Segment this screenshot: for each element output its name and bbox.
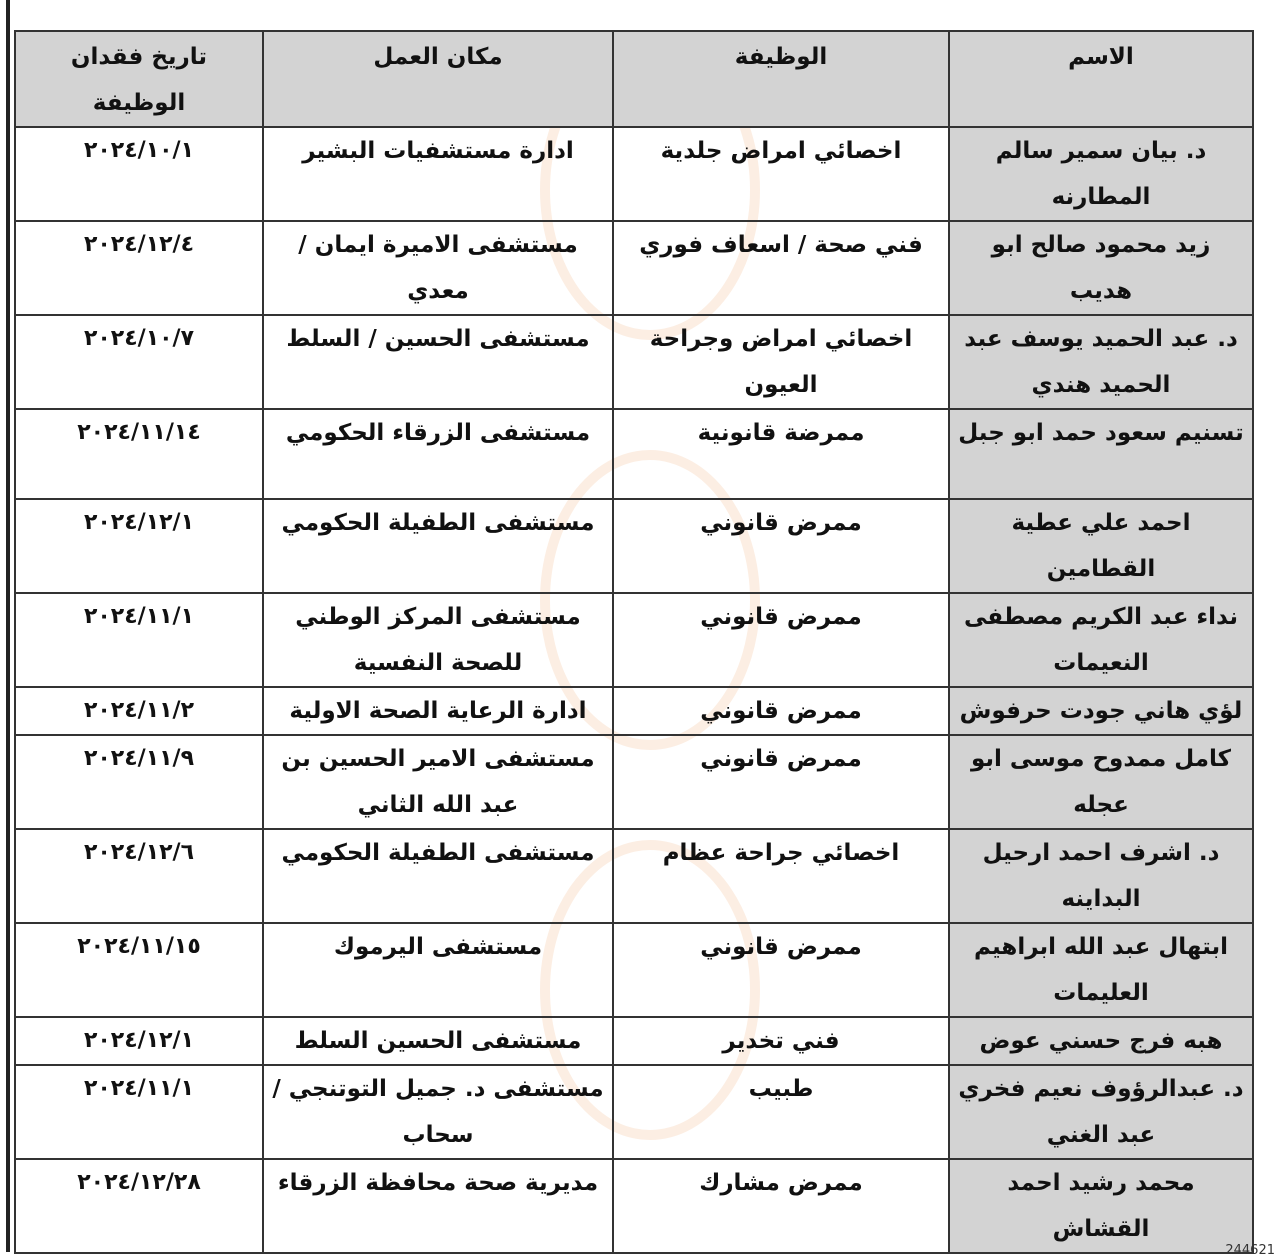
place-cell: مستشفى المركز الوطني للصحة النفسية bbox=[263, 593, 613, 687]
place-cell: مستشفى الامير الحسين بن عبد الله الثاني bbox=[263, 735, 613, 829]
header-name: الاسم bbox=[949, 31, 1253, 127]
job-cell: طبيب bbox=[613, 1065, 949, 1159]
table-row bbox=[15, 1017, 1253, 1065]
place-cell: مستشفى الطفيلة الحكومي bbox=[263, 829, 613, 923]
table-row bbox=[15, 829, 1253, 923]
job-cell: ممرض مشارك bbox=[613, 1159, 949, 1253]
job-cell: ممرض قانوني bbox=[613, 923, 949, 1017]
date-cell: ٢٠٢٤/١٢/٢٨ bbox=[15, 1159, 263, 1253]
date-cell: ٢٠٢٤/١١/٩ bbox=[15, 735, 263, 829]
place-cell: ادارة الرعاية الصحة الاولية bbox=[263, 687, 613, 735]
name-cell: محمد رشيد احمد القشاش bbox=[949, 1159, 1253, 1253]
table-row bbox=[15, 221, 1253, 315]
place-cell: مستشفى الحسين / السلط bbox=[263, 315, 613, 409]
reference-number: 244621 bbox=[1225, 1243, 1275, 1258]
date-cell: ٢٠٢٤/١٢/١ bbox=[15, 499, 263, 593]
page-edge bbox=[6, 0, 10, 1252]
table-row bbox=[15, 409, 1253, 499]
date-cell: ٢٠٢٤/١٢/١ bbox=[15, 1017, 263, 1065]
table-row bbox=[15, 687, 1253, 735]
header-place: مكان العمل bbox=[263, 31, 613, 127]
date-cell: ٢٠٢٤/١٠/٧ bbox=[15, 315, 263, 409]
date-cell: ٢٠٢٤/١١/٢ bbox=[15, 687, 263, 735]
date-cell: ٢٠٢٤/١٢/٦ bbox=[15, 829, 263, 923]
date-cell: ٢٠٢٤/١١/١ bbox=[15, 593, 263, 687]
place-cell: مستشفى الحسين السلط bbox=[263, 1017, 613, 1065]
job-cell: اخصائي امراض جلدية bbox=[613, 127, 949, 221]
job-cell: ممرضة قانونية bbox=[613, 409, 949, 499]
header-job: الوظيفة bbox=[613, 31, 949, 127]
job-cell: ممرض قانوني bbox=[613, 735, 949, 829]
date-cell: ٢٠٢٤/١١/١ bbox=[15, 1065, 263, 1159]
name-cell: د. بيان سمير سالم المطارنه bbox=[949, 127, 1253, 221]
name-cell: تسنيم سعود حمد ابو جبل bbox=[949, 409, 1253, 499]
name-cell: نداء عبد الكريم مصطفى النعيمات bbox=[949, 593, 1253, 687]
job-cell: ممرض قانوني bbox=[613, 687, 949, 735]
date-cell: ٢٠٢٤/١٢/٤ bbox=[15, 221, 263, 315]
job-loss-table bbox=[14, 30, 1254, 1254]
name-cell: د. عبد الحميد يوسف عبد الحميد هندي bbox=[949, 315, 1253, 409]
name-cell: كامل ممدوح موسى ابو عجله bbox=[949, 735, 1253, 829]
place-cell: مستشفى الطفيلة الحكومي bbox=[263, 499, 613, 593]
place-cell: مديرية صحة محافظة الزرقاء bbox=[263, 1159, 613, 1253]
header-date: تاريخ فقدان الوظيفة bbox=[15, 31, 263, 127]
job-cell: فني تخدير bbox=[613, 1017, 949, 1065]
job-cell: فني صحة / اسعاف فوري bbox=[613, 221, 949, 315]
table-row bbox=[15, 735, 1253, 829]
job-cell: اخصائي امراض وجراحة العيون bbox=[613, 315, 949, 409]
place-cell: مستشفى اليرموك bbox=[263, 923, 613, 1017]
table-row bbox=[15, 315, 1253, 409]
date-cell: ٢٠٢٤/١٠/١ bbox=[15, 127, 263, 221]
table-row bbox=[15, 1159, 1253, 1253]
job-cell: ممرض قانوني bbox=[613, 593, 949, 687]
header-row bbox=[15, 31, 1253, 127]
table-row bbox=[15, 593, 1253, 687]
place-cell: مستشفى الزرقاء الحكومي bbox=[263, 409, 613, 499]
place-cell: مستشفى الاميرة ايمان / معدي bbox=[263, 221, 613, 315]
table-row bbox=[15, 499, 1253, 593]
name-cell: ابتهال عبد الله ابراهيم العليمات bbox=[949, 923, 1253, 1017]
place-cell: ادارة مستشفيات البشير bbox=[263, 127, 613, 221]
table-row bbox=[15, 1065, 1253, 1159]
name-cell: هبه فرج حسني عوض bbox=[949, 1017, 1253, 1065]
place-cell: مستشفى د. جميل التوتنجي / سحاب bbox=[263, 1065, 613, 1159]
job-cell: اخصائي جراحة عظام bbox=[613, 829, 949, 923]
name-cell: د. عبدالرؤوف نعيم فخري عبد الغني bbox=[949, 1065, 1253, 1159]
job-cell: ممرض قانوني bbox=[613, 499, 949, 593]
date-cell: ٢٠٢٤/١١/١٤ bbox=[15, 409, 263, 499]
table-row bbox=[15, 127, 1253, 221]
name-cell: لؤي هاني جودت حرفوش bbox=[949, 687, 1253, 735]
table-row bbox=[15, 923, 1253, 1017]
date-cell: ٢٠٢٤/١١/١٥ bbox=[15, 923, 263, 1017]
name-cell: احمد علي عطية القطامين bbox=[949, 499, 1253, 593]
name-cell: د. اشرف احمد ارحيل البداينه bbox=[949, 829, 1253, 923]
name-cell: زيد محمود صالح ابو هديب bbox=[949, 221, 1253, 315]
